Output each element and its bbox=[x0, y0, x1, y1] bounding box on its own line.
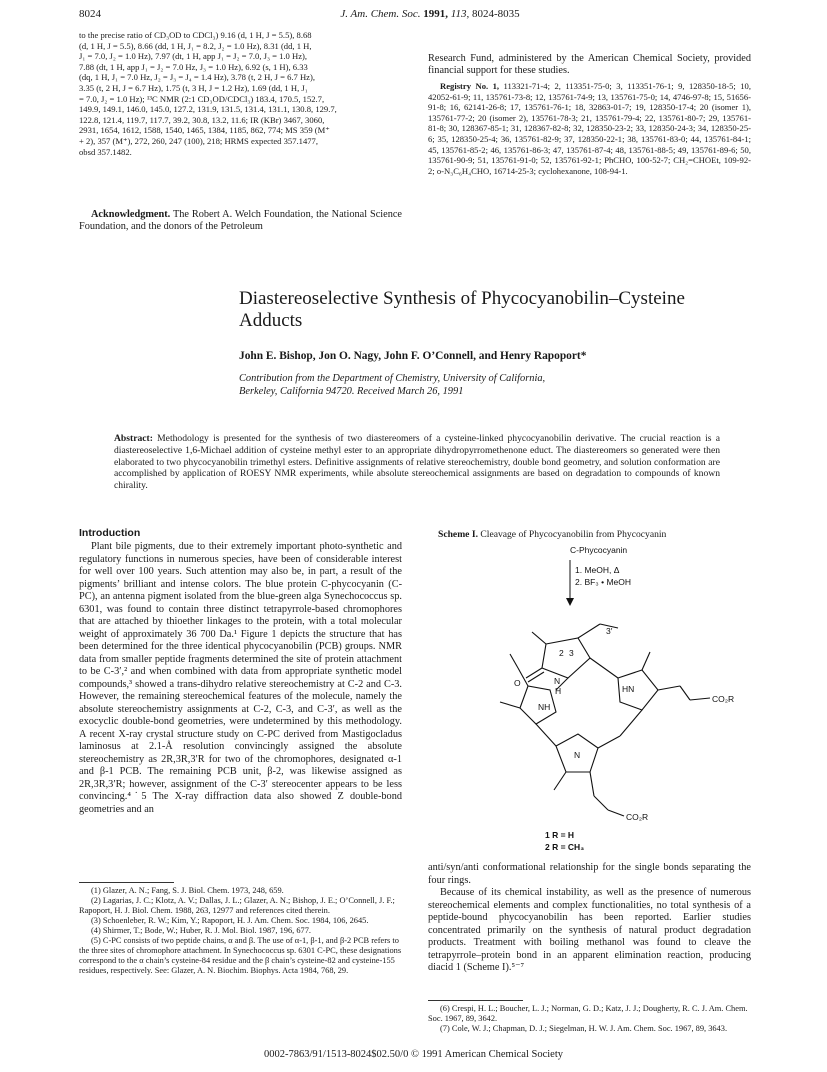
title-line-1: Diastereoselective Synthesis of Phycocyanobilin–Cysteine bbox=[239, 288, 685, 309]
introduction-paragraph: Plant bile pigments, due to their extremely important photo-synthetic and regulatory functions in numerous species, have been of considerable interest for well over 100 years. Such attention may also be, in part, a result of the pigments’ brilliant and intense colors. The blue protein C-phycocyanin (C-PC), an antenna pigment isolated from the blue-green alga Synechococcus sp. 6301, was found to contain three distinct tetrapyrrole-based chromophores that are attached by thioether linkages to the protein, with a total molecular weight of approximately 36 700 Da.¹ Figure 1 depicts the structure that has been determined for the three identical phycocyanobilin (PCB) groups. NMR data from smaller peptide fragments determined the site of protein attachment to be C-3′,² and when combined with data from appropriate synthetic model compounds,³ showed a trans-dihydro relative stereochemistry at C-2 and C-3. However, the remaining stereochemical features of the molecule, namely the absolute stereochemistry assignments at C-2, C-3, and C-3′, as well as the exocyclic double-bond geometries, were undetermined by this methodology. A recent X-ray crystal structure study on C-PC derived from Mastigocladus laminosus at 2.1-Å resolution convincingly assigned the absolute stereochemistry as 2R,3R,3′R for two of the chromophores, designated α-1 and β-1 PCB. The remaining PCB unit, β-2, was likewise assigned as 2R,3R,3′R; however, assignment of the C-3′ stereocenter appears to be less convincing.⁴˙5 The X-ray diffraction data also showed Z double-bond geometries and an bbox=[79, 541, 402, 815]
affiliation bbox=[239, 373, 759, 398]
registry-heading: Registry No. 1, bbox=[440, 81, 500, 91]
abstract bbox=[114, 433, 720, 492]
atom-2: 2 bbox=[559, 648, 564, 658]
nmr-line: 3.35 (t, 2 H, J = 6.7 Hz), 1.75 (t, 3 H, J = 1.2 Hz), 1.69 (dd, 1 H, J₁ bbox=[79, 82, 308, 93]
abstract-label: Abstract: bbox=[114, 433, 153, 444]
footnotes-left bbox=[79, 886, 402, 976]
footnote: (3) Schoenleber, R. W.; Kim, Y.; Rapoport, H. J. Am. Chem. Soc. 1984, 106, 2645. bbox=[91, 916, 369, 925]
running-head bbox=[220, 8, 640, 20]
footnote: (4) Shirmer, T.; Bode, W.; Huber, R. J. Mol. Biol. 1987, 196, 677. bbox=[91, 926, 312, 935]
carboxylate-bottom: CO₂R bbox=[626, 812, 649, 822]
right-column-body bbox=[428, 862, 751, 975]
step-1: 1. MeOH, Δ bbox=[575, 565, 620, 575]
compound-2-label: 2 R = CH₃ bbox=[545, 842, 585, 852]
footnotes-right bbox=[428, 1004, 751, 1034]
body-paragraph: Because of its chemical instability, as well as the presence of numerous stereochemical elements and complex functionalities, no total synthesis of a peptide-bound phycocyanobilin has been reported. Earlier studies concentrated primarily on the synthesis of natural product degradation products. Treatment with boiling methanol was found to cleave the tetrapyrrole–protein bond in an apparent elimination reaction, producing diacid 1 (Scheme I).⁵⁻⁷ bbox=[428, 887, 751, 973]
ring-d-hn: HN bbox=[622, 684, 635, 694]
abstract-text: Methodology is presented for the synthesis of two diastereomers of a cysteine-linked phycocyanobilin derivative. The crucial reaction is a diastereoselective 1,6-Michael addition of cysteine methyl ester to an appropriate dihydropyrromethenone educt. The diastereomers so generated were then elaborated to two phycocyanobilin trimethyl esters. Definitive assignments of relative stereochemistry, double bond geometry, and solution conformation are accomplished by application of ROESY NMR experiments, while absolute stereochemical assignments are based on degradation to compounds of known chirality. bbox=[114, 433, 721, 492]
introduction-heading: Introduction bbox=[79, 527, 141, 539]
phycocyanobilin-skeleton bbox=[500, 624, 710, 816]
journal-pages: 8024-8035 bbox=[471, 8, 520, 20]
ring-a-hydrogen: H bbox=[555, 686, 562, 696]
page-footer: 0002-7863/91/1513-8024$02.50/0 © 1991 American Chemical Society bbox=[263, 1049, 564, 1060]
nmr-data-text bbox=[79, 30, 402, 157]
scheme-title bbox=[438, 529, 758, 540]
nmr-line: obsd 357.1482. bbox=[79, 146, 132, 157]
affiliation-line-1: Contribution from the Department of Chemistry, University of California, bbox=[239, 373, 546, 384]
scheme-caption: Cleavage of Phycocyanobilin from Phycocyanin bbox=[480, 529, 667, 540]
nmr-line: 122.8, 121.4, 119.7, 117.7, 39.2, 30.8, 13.2, 11.6; IR (KBr) 3467, 3060, bbox=[79, 114, 325, 125]
footnote: (5) C-PC consists of two peptide chains, α and β. The use of α-1, β-1, and β-2 PCB refers to the three sites of chromophore attachment. In Synechococcus sp. 6301 C-PC, these designations correspond to the α chain’s cysteine-84 residue and the β chain’s cysteine-82 and cysteine-155 residues, respectively. See: Glazer, A. N. Biochim. Biophys. Acta 1984, 768, 29. bbox=[79, 936, 402, 975]
footnote-rule-left bbox=[79, 882, 174, 883]
arrow-head bbox=[566, 598, 574, 606]
affiliation-line-2: Berkeley, California 94720. Received March 26, 1991 bbox=[239, 385, 464, 397]
nmr-line: + 2), 357 (M⁺), 272, 260, 247 (100), 218; HRMS expected 357.1477, bbox=[79, 135, 319, 146]
authors: John E. Bishop, Jon O. Nagy, John F. O’Connell, and Henry Rapoport* bbox=[239, 350, 587, 362]
carboxylate-right: CO₂R bbox=[712, 694, 735, 704]
acknowledgment-text: The Robert A. Welch Foundation, the National Science Foundation, and the donors of the Petroleum bbox=[79, 209, 402, 233]
article-title bbox=[239, 288, 759, 332]
acknowledgment-heading: Acknowledgment. bbox=[91, 209, 171, 220]
page-number: 8024 bbox=[79, 8, 101, 20]
atom-3: 3 bbox=[569, 648, 574, 658]
ring-a-nitrogen: N bbox=[554, 676, 561, 686]
nmr-line: = 7.0, J₂ = 1.0 Hz); ¹³C NMR (2:1 CD₃OD/CDCl₃) 183.4, 170.5, 152.7, bbox=[79, 93, 325, 104]
nmr-line: (dq, 1 H, J₁ = 7.0 Hz, J₂ = J₃ = J₄ = 1.4 Hz), 3.78 (t, 2 H, J = 6.7 Hz), bbox=[79, 72, 316, 83]
nmr-line: 149.9, 149.1, 146.0, 145.0, 127.2, 131.9, 131.5, 131.4, 131.1, 130.8, 129.7, bbox=[79, 104, 337, 115]
scheme-label: Scheme I. bbox=[438, 529, 478, 540]
journal-name: J. Am. Chem. Soc. bbox=[340, 8, 421, 20]
source-label: C-Phycocyanin bbox=[570, 545, 628, 555]
carbonyl-oxygen: O bbox=[514, 678, 521, 688]
nmr-line: to the precise ratio of CD₃OD to CDCl₃) 9.16 (d, 1 H, J = 5.5), 8.68 bbox=[79, 30, 312, 40]
nmr-line: 2931, 1654, 1612, 1588, 1540, 1465, 1384, 1185, 862, 774; MS 359 (M⁺ bbox=[79, 125, 330, 136]
ring-b-nh: NH bbox=[538, 702, 551, 712]
scheme-structure bbox=[428, 540, 751, 860]
nmr-line: 7.88 (dt, 1 H, app J₁ = J₂ = 7.0 Hz, J₃ = 1.0 Hz), 6.92 (s, 1 H), 6.33 bbox=[79, 61, 308, 72]
footnote: (6) Crespi, H. L.; Boucher, L. J.; Norman, G. D.; Katz, J. J.; Dougherty, R. C. J. Am. Chem. Soc. 1967, 89, 3642. bbox=[428, 1004, 748, 1023]
nmr-line: (d, 1 H, J = 5.5), 8.66 (dd, 1 H, J₁ = 8.2, J₂ = 1.0 Hz), 8.31 (dd, 1 H, bbox=[79, 40, 312, 51]
title-line-2: Adducts bbox=[239, 310, 303, 331]
footnote-rule-right bbox=[428, 1000, 523, 1001]
footnote: (1) Glazer, A. N.; Fang, S. J. Biol. Chem. 1973, 248, 659. bbox=[91, 886, 284, 895]
compound-1-label: 1 R = H bbox=[545, 830, 575, 840]
registry-numbers bbox=[428, 81, 751, 176]
nmr-line: J₁ = 7.0, J₂ = 1.0 Hz), 7.97 (dt, 1 H, app J₁ = J₂ = 7.0, J₃ = 1.0 Hz), bbox=[79, 51, 308, 62]
acknowledgment bbox=[79, 209, 402, 234]
footnote: (7) Cole, W. J.; Chapman, D. J.; Siegelman, H. W. J. Am. Chem. Soc. 1967, 89, 3643. bbox=[440, 1024, 728, 1033]
journal-year: 1991, bbox=[423, 8, 449, 20]
body-paragraph: anti/syn/anti conformational relationship for the single bonds separating the four rings. bbox=[428, 862, 751, 886]
funding-text: Research Fund, administered by the American Chemical Society, provided financial support for these studies. bbox=[428, 53, 751, 77]
ring-c-nitrogen: N bbox=[574, 750, 581, 760]
footnote: (2) Lagarias, J. C.; Klotz, A. V.; Dallas, J. L.; Glazer, A. N.; Bishop, J. E.; O’Connell, J. F.; Rapoport, H. J. Biol. Chem. 1988, 263, 12977 and references cited therein. bbox=[79, 896, 395, 915]
journal-volume: 113, bbox=[450, 8, 470, 20]
atom-3-prime: 3′ bbox=[606, 626, 613, 636]
registry-text: 113321-71-4; 2, 113351-75-0; 3, 113351-76-1; 9, 128350-18-5; 10, 42052-61-9; 11, 135761-73-8; 12, 135761-74-9; 13, 135761-75-0; 14, 4746-97-8; 15, 51656-91-8; 16, 62141-26-8; 17, 135761-76-1; 18, 32863-01-7; 19, 128350-17-4; 20 (isomer 1), 135761-77-2; 20 (isomer 2), 135761-78-3; 21, 135761-79-4; 22, 135761-80-7; 29, 135761-81-8; 30, 128367-85-1; 31, 128367-82-8; 32, 128350-23-2; 33, 128350-24-3; 34, 128350-25-6; 35, 128350-25-4; 36, 135761-82-9; 37, 128350-22-1; 38, 135761-83-0; 44, 135761-84-1; 45, 135761-85-2; 46, 135761-86-3; 47, 135761-87-4; 48, 135761-88-5; 49, 135761-89-6; 50, 135761-90-9; 51, 135761-91-0; 52, 135761-92-1; PhCHO, 100-52-7; CH₂=CHOEt, 109-92-2; o-N₃C₆H₄CHO, 16714-25-3; cyclohexanone, 108-94-1. bbox=[428, 81, 751, 176]
step-2: 2. BF₃ • MeOH bbox=[575, 577, 632, 587]
